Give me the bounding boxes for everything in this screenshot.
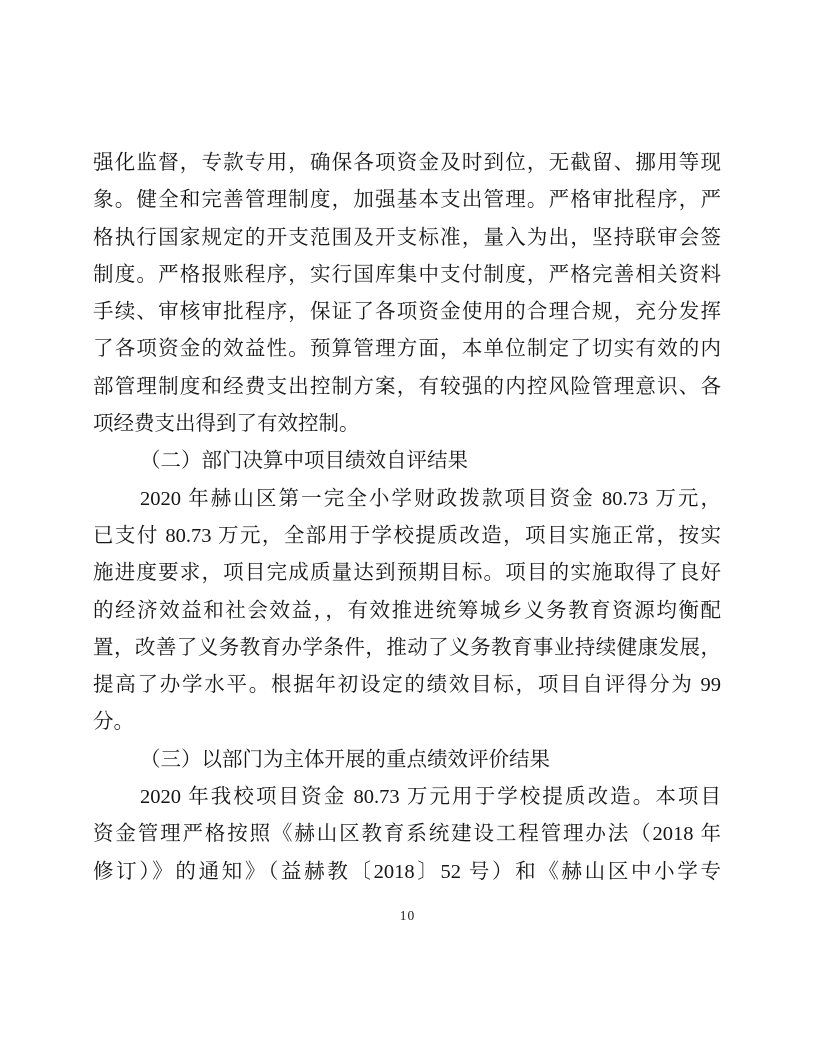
text-line: 提高了办学水平。根据年初设定的绩效目标，项目自评得分为 99	[93, 674, 721, 697]
text-line: 分。	[93, 711, 134, 734]
text-line: 已支付 80.73 万元，全部用于学校提质改造，项目实施正常，按实	[93, 524, 721, 547]
text-line: 象。健全和完善管理制度，加强基本支出管理。严格审批程序，严	[93, 189, 721, 212]
document-body	[93, 145, 721, 891]
page-footer	[0, 907, 815, 925]
text-line: 资金管理严格按照《赫山区教育系统建设工程管理办法（2018 年	[93, 823, 721, 846]
text-line: 了各项资金的效益性。预算管理方面，本单位制定了切实有效的内	[93, 338, 721, 361]
text-line: 强化监督，专款专用，确保各项资金及时到位，无截留、挪用等现	[93, 152, 721, 174]
section-heading: （三）以部门为主体开展的重点绩效评价结果	[140, 748, 550, 771]
text-line: 修订）》的通知》（益赫教〔2018〕52 号）和《赫山区中小学专	[93, 860, 721, 883]
text-line: 置，改善了义务教育办学条件，推动了义务教育事业持续健康发展，	[93, 636, 721, 659]
text-line: 2020 年我校项目资金 80.73 万元用于学校提质改造。本项目	[140, 786, 721, 809]
text-line: 制度。严格报账程序，实行国库集中支付制度，严格完善相关资料	[93, 263, 721, 286]
text-line: 施进度要求，项目完成质量达到预期目标。项目的实施取得了良好	[93, 562, 721, 585]
text-line: 格执行国家规定的开支范围及开支标准，量入为出，坚持联审会签	[93, 226, 721, 249]
section-heading: （二）部门决算中项目绩效自评结果	[140, 450, 468, 473]
text-line: 手续、审核审批程序，保证了各项资金使用的合理合规，充分发挥	[93, 301, 721, 324]
text-line: 部管理制度和经费支出控制方案，有较强的内控风险管理意识、各	[93, 375, 721, 398]
text-line: 的经济效益和社会效益，，有效推进统筹城乡义务教育资源均衡配	[93, 599, 721, 622]
text-line: 项经费支出得到了有效控制。	[93, 413, 360, 436]
text-line: 2020 年赫山区第一完全小学财政拨款项目资金 80.73 万元，	[140, 487, 721, 510]
page-number: 10	[399, 908, 416, 923]
